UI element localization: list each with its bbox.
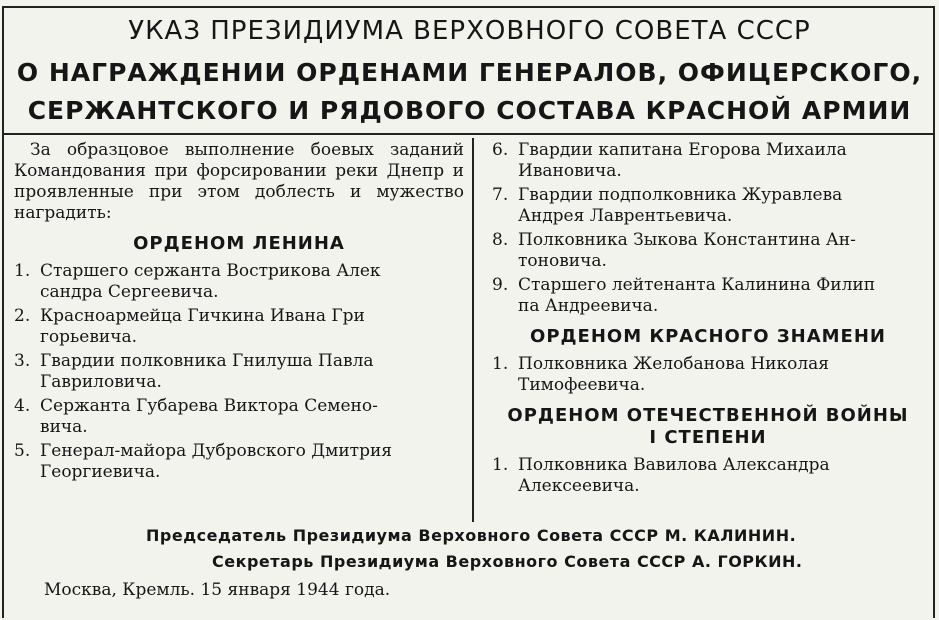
list-item: 9. Старшего лейтенанта Калинина Филип па Андреевича. xyxy=(492,275,876,316)
list-item: 8. Полковника Зыкова Константина Ан- тоновича. xyxy=(492,230,856,271)
list-item: 2. Красноармейца Гичкина Ивана Гри горьевича. xyxy=(14,306,365,347)
intro-paragraph: За образцовое выполнение боевых заданий Командования при форсировании реки Днепр и проявленные при этом доблесть и мужество наградить: xyxy=(14,140,464,223)
decree-subtitle-line1: О НАГРАЖДЕНИИ ОРДЕНАМИ ГЕНЕРАЛОВ, ОФИЦЕРСКОГО, xyxy=(16,58,923,87)
section-title-line1: ОРДЕНОМ ОТЕЧЕСТВЕННОЙ ВОЙНЫ xyxy=(507,405,909,426)
list-item: 1. Полковника Вавилова Александра Алексеевича. xyxy=(492,455,830,496)
left-column xyxy=(14,140,464,486)
list-item: 3. Гвардии полковника Гнилуша Павла Гавриловича. xyxy=(14,351,374,392)
section-order-of-lenin: ОРДЕНОМ ЛЕНИНА xyxy=(133,233,345,254)
list-item: 1. Полковника Желобанова Николая Тимофеевича. xyxy=(492,354,830,395)
list-item: 6. Гвардии капитана Егорова Михаила Ивановича. xyxy=(492,140,847,181)
section-order-of-red-banner: ОРДЕНОМ КРАСНОГО ЗНАМЕНИ xyxy=(530,326,886,347)
list-item: 1. Старшего сержанта Вострикова Алек сандра Сергеевича. xyxy=(14,261,381,302)
list-item: 5. Генерал-майора Дубровского Дмитрия Георгиевича. xyxy=(14,441,393,482)
header-divider xyxy=(4,133,933,135)
decree-title: УКАЗ ПРЕЗИДИУМА ВЕРХОВНОГО СОВЕТА СССР xyxy=(128,16,811,46)
lenin-list-continued xyxy=(492,140,924,317)
list-item: 4. Сержанта Губарева Виктора Семено- вича. xyxy=(14,396,378,437)
list-item: 7. Гвардии подполковника Журавлева Андрея Лаврентьевича. xyxy=(492,185,843,226)
decree-subtitle-line2: СЕРЖАНТСКОГО И РЯДОВОГО СОСТАВА КРАСНОЙ АРМИИ xyxy=(27,96,912,125)
chairman-signature: Председатель Президиума Верховного Совета СССР М. КАЛИНИН. xyxy=(146,526,797,545)
secretary-signature: Секретарь Президиума Верховного Совета СССР А. ГОРКИН. xyxy=(212,552,803,571)
section-order-of-patriotic-war xyxy=(492,405,924,449)
red-banner-list xyxy=(492,354,924,396)
lenin-list xyxy=(14,261,464,483)
section-title-line2: I СТЕПЕНИ xyxy=(649,427,767,448)
place-and-date: Москва, Кремль. 15 января 1944 года. xyxy=(44,580,391,600)
patriotic-war-list xyxy=(492,455,924,497)
right-column xyxy=(492,140,924,500)
column-divider xyxy=(472,138,474,522)
